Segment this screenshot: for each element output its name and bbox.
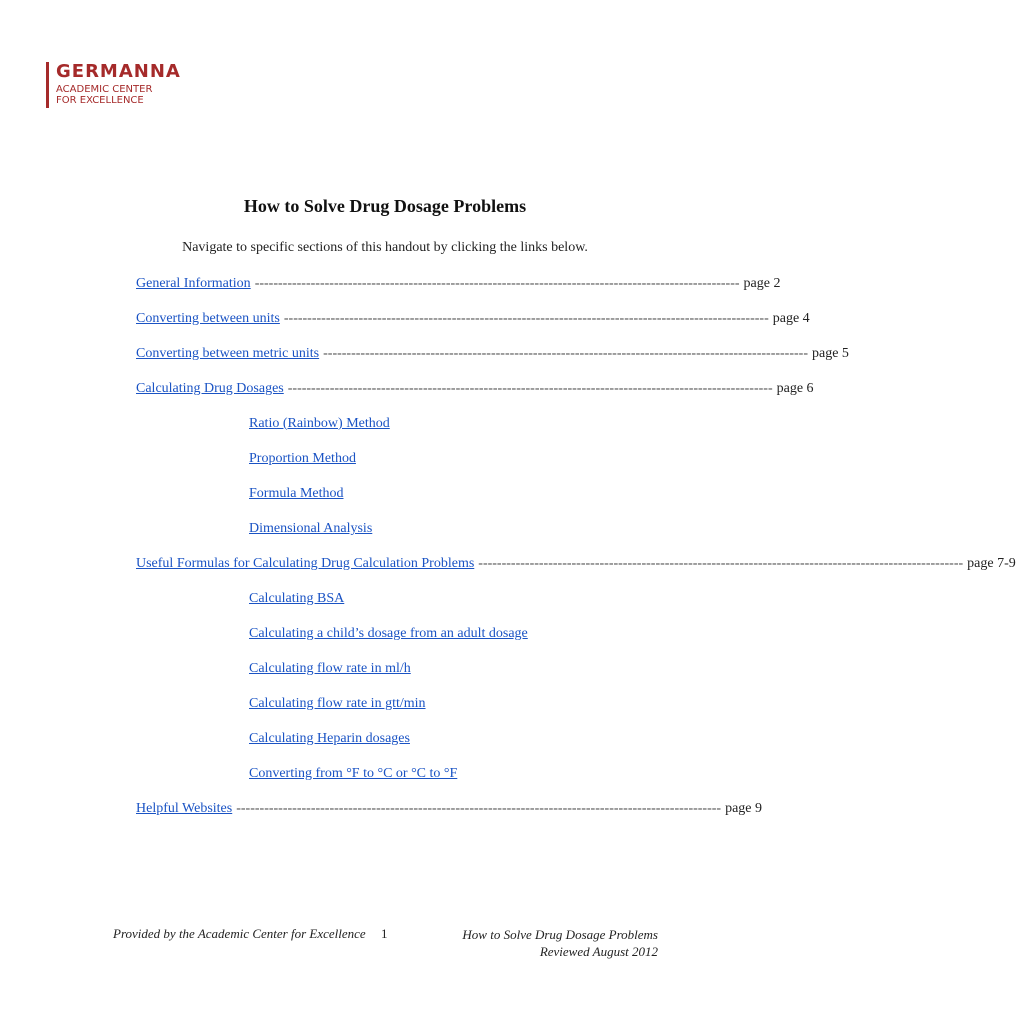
logo-line-1: ACADEMIC CENTER	[56, 84, 153, 95]
link-child-dosage[interactable]: Calculating a child’s dosage from an adult dosage	[249, 626, 528, 641]
footer-document-info	[462, 926, 658, 960]
link-flow-rate-gtt[interactable]: Calculating flow rate in gtt/min	[249, 696, 426, 711]
footer-provider: Provided by the Academic Center for Excellence	[113, 926, 366, 941]
toc-link-converting-units[interactable]: Converting between units	[136, 311, 280, 326]
toc-page: page 9	[725, 801, 763, 816]
toc-leader: --------------------------------------------------------------------------------------------------------	[478, 556, 964, 571]
toc-row-converting-metric	[136, 346, 849, 364]
document-title: How to Solve Drug Dosage Problems	[243, 196, 527, 216]
intro-text: Navigate to specific sections of this handout by clicking the links below.	[182, 240, 588, 255]
link-temperature-conversion[interactable]: Converting from °F to °C or °C to °F	[249, 766, 458, 781]
toc-row-calculating-dosages	[136, 381, 814, 399]
toc-page: page 2	[743, 276, 781, 291]
toc-leader: --------------------------------------------------------------------------------------------------------	[236, 801, 722, 816]
footer-title: How to Solve Drug Dosage Problems	[462, 927, 658, 942]
toc-leader: --------------------------------------------------------------------------------------------------------	[283, 311, 769, 326]
toc-link-converting-metric[interactable]: Converting between metric units	[136, 346, 320, 361]
germanna-logo	[46, 62, 206, 108]
toc-row-useful-formulas	[136, 556, 1016, 574]
toc-row-general-information	[136, 276, 781, 294]
link-heparin-dosages[interactable]: Calculating Heparin dosages	[249, 731, 410, 746]
toc-page: page 7-9	[967, 556, 1016, 571]
toc-link-calculating-dosages[interactable]: Calculating Drug Dosages	[136, 381, 284, 396]
link-dimensional-analysis[interactable]: Dimensional Analysis	[249, 521, 373, 536]
logo-name: GERMANNA	[56, 61, 181, 82]
toc-row-helpful-websites	[136, 801, 763, 819]
link-calculating-bsa[interactable]: Calculating BSA	[249, 591, 345, 606]
toc-page: page 4	[772, 311, 810, 326]
toc-link-helpful-websites[interactable]: Helpful Websites	[136, 801, 233, 816]
toc-link-general-information[interactable]: General Information	[136, 276, 251, 291]
toc-leader: --------------------------------------------------------------------------------------------------------	[323, 346, 808, 361]
footer-reviewed: Reviewed August 2012	[539, 944, 658, 959]
footer-page-number: 1	[381, 926, 388, 941]
toc-leader: --------------------------------------------------------------------------------------------------------	[254, 276, 740, 291]
logo-line-2: FOR EXCELLENCE	[56, 95, 144, 106]
toc-page: page 6	[776, 381, 814, 396]
toc-row-converting-units	[136, 311, 810, 329]
logo-bar	[46, 62, 49, 108]
link-ratio-method[interactable]: Ratio (Rainbow) Method	[249, 416, 390, 431]
toc-page: page 5	[811, 346, 849, 361]
link-proportion-method[interactable]: Proportion Method	[249, 451, 356, 466]
toc-link-useful-formulas[interactable]: Useful Formulas for Calculating Drug Calculation Problems	[136, 556, 475, 571]
link-flow-rate-mlh[interactable]: Calculating flow rate in ml/h	[249, 661, 411, 676]
toc-leader: --------------------------------------------------------------------------------------------------------	[287, 381, 773, 396]
link-formula-method[interactable]: Formula Method	[249, 486, 344, 501]
